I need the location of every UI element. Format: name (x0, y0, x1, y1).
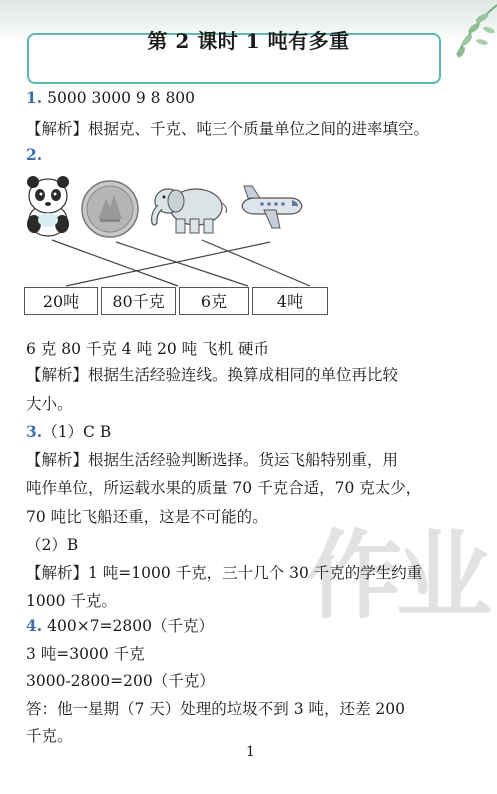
question-4-line-2: 3 吨=3000 千克 (26, 645, 145, 663)
question-2-number: 2. (26, 145, 43, 164)
question-4-line-5: 千克。 (26, 727, 73, 745)
question-3-analysis-line-1: 【解析】根据生活经验判断选择。货运飞船特别重，用 (26, 451, 399, 469)
watermark: 作业 (306, 520, 486, 632)
coin-icon (80, 179, 140, 239)
lesson-title: 第 2 课时 1 吨有多重 (147, 29, 350, 53)
question-2-answer: 6 克 80 千克 4 吨 20 吨 飞机 硬币 (26, 340, 270, 358)
question-4-number: 4. (26, 616, 43, 635)
page-number: 1 (246, 744, 255, 760)
matching-lines (26, 234, 336, 290)
question-2-analysis-line-1: 【解析】根据生活经验连线。换算成相同的单位再比较 (26, 366, 399, 384)
label-6-grams: 6克 (179, 287, 249, 315)
question-3-part-1 (26, 420, 111, 442)
question-3-analysis-line-4: 【解析】1 吨=1000 千克，三十几个 30 千克的学生约重 (26, 564, 423, 582)
question-3-part-1-text: （1）C B (42, 423, 112, 441)
question-3-analysis-line-3: 70 吨比飞船还重，这是不可能的。 (26, 508, 268, 526)
question-1-answer-text: 5000 3000 9 8 800 (47, 89, 196, 107)
label-80-kg: 80千克 (101, 287, 176, 315)
question-4-line-3: 3000-2800=200（千克） (26, 672, 215, 690)
question-4-line-1 (26, 614, 214, 636)
question-2-analysis-line-2: 大小。 (26, 395, 73, 413)
question-1-answer (26, 88, 195, 107)
question-4-line-4: 答：他一星期（7 天）处理的垃圾不到 3 吨，还差 200 (26, 700, 406, 718)
elephant-icon (146, 181, 232, 235)
question-4-line-1-text: 400×7=2800（千克） (47, 617, 214, 635)
label-4-tons: 4吨 (252, 287, 328, 315)
panda-icon (26, 176, 70, 238)
question-1-analysis: 【解析】根据克、千克、吨三个质量单位之间的进率填空。 (26, 120, 430, 138)
question-3-analysis-line-5: 1000 千克。 (26, 592, 117, 610)
question-3-analysis-line-2: 吨作单位，所运载水果的质量 70 千克合适，70 克太少， (26, 479, 422, 497)
question-3-part-2: （2）B (26, 536, 79, 554)
airplane-icon (238, 182, 304, 232)
question-1-number: 1. (26, 88, 43, 107)
label-20-tons: 20吨 (24, 287, 98, 315)
question-3-number: 3. (26, 422, 43, 441)
